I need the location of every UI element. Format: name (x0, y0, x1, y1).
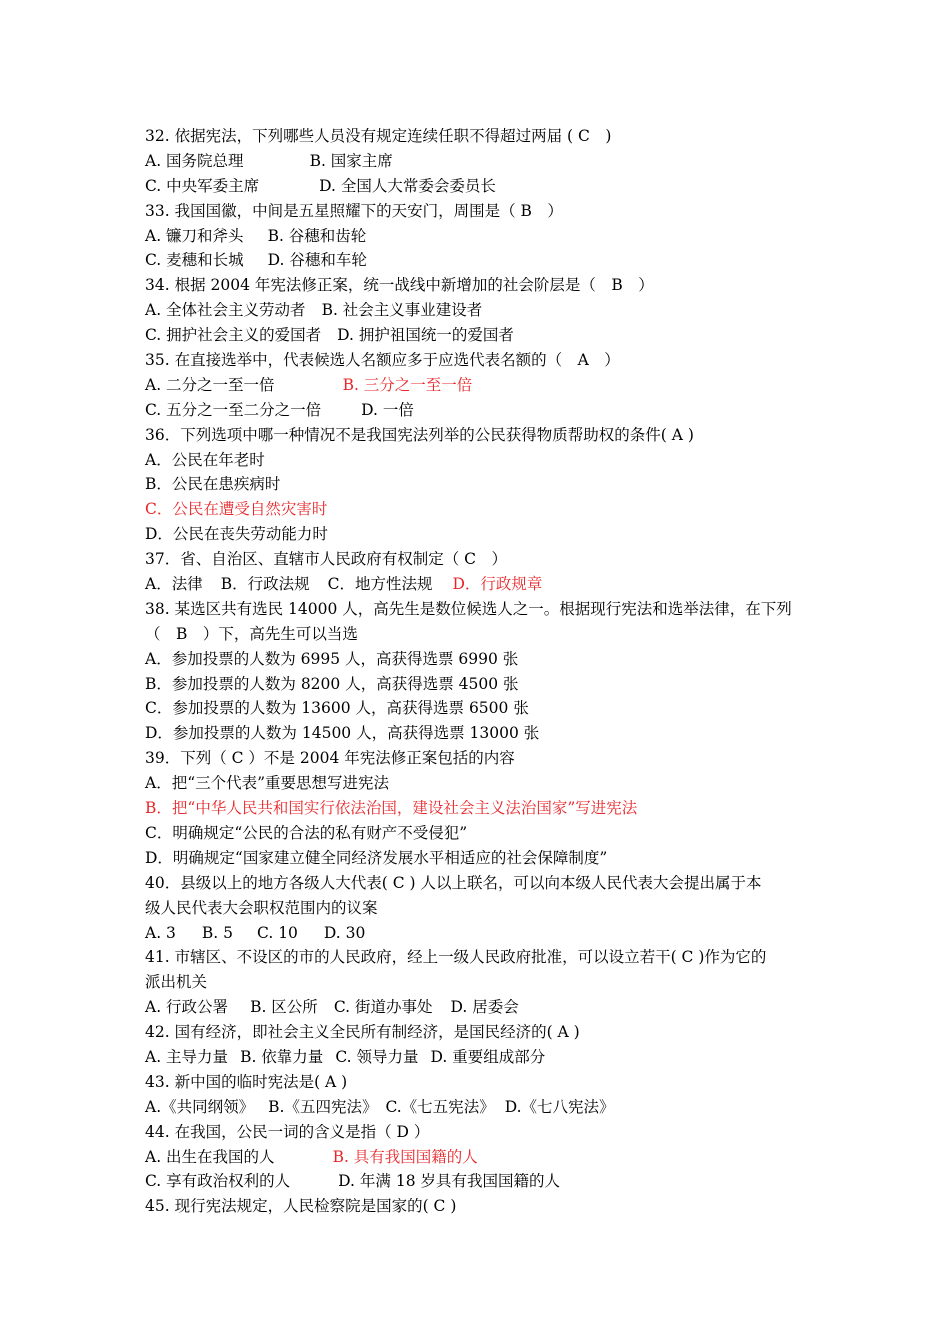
option-c: C. 享有政治权利的人 (145, 1172, 291, 1191)
option-a: A. 3 (145, 923, 176, 942)
option-d: D. 30 (323, 923, 366, 942)
question-37-stem: 37．省、自治区、直辖市人民政府有权制定（ C ） (145, 550, 508, 569)
question-41-options (145, 995, 825, 1020)
question-41-stem-line1: 41. 市辖区、不设区的市的人民政府，经上一级人民政府批准，可以设立若干( C )作为它的 (145, 948, 767, 967)
question-36-option-a: A．公民在年老时 (145, 450, 265, 469)
question-38-option-a: A．参加投票的人数为 6995 人，高获得选票 6990 张 (145, 649, 519, 668)
option-b: B. 国家主席 (309, 151, 393, 170)
option-b: B. 谷穗和齿轮 (267, 226, 367, 245)
question-35-stem: 35. 在直接选举中，代表候选人名额应多于应选代表名额的（ A ） (145, 351, 620, 370)
question-35-options-ab (145, 373, 825, 398)
option-b: B. 区公所 (250, 998, 318, 1017)
option-c: C. 领导力量 (335, 1047, 419, 1066)
question-32-stem: 32. 依据宪法，下列哪些人员没有规定连续任职不得超过两届 ( C ) (145, 127, 612, 145)
option-b-highlighted: B. 三分之一至一倍 (342, 375, 473, 394)
option-a: A. 全体社会主义劳动者 (145, 301, 306, 320)
question-34-options-cd (145, 323, 825, 348)
question-44-stem: 44. 在我国，公民一词的含义是指（ D ） (145, 1122, 430, 1141)
question-42-options (145, 1045, 825, 1070)
question-39-option-c: C．明确规定“公民的合法的私有财产不受侵犯” (145, 823, 468, 842)
question-36-option-c-highlighted: C．公民在遭受自然灾害时 (145, 500, 328, 519)
option-c: C. 10 (257, 923, 298, 942)
option-c: C. 街道办事处 (333, 998, 433, 1017)
option-d: D. 谷穗和车轮 (267, 251, 367, 270)
question-43-stem: 43. 新中国的临时宪法是( A ) (145, 1072, 348, 1091)
question-33-options-cd (145, 248, 825, 273)
question-38-option-b: B．参加投票的人数为 8200 人，高获得选票 4500 张 (145, 674, 519, 693)
question-34-stem: 34. 根据 2004 年宪法修正案，统一战线中新增加的社会阶层是（ B ） (145, 276, 654, 295)
option-b: B．行政法规 (220, 575, 310, 594)
document-page (145, 124, 825, 1219)
option-a: A. 出生在我国的人 (145, 1147, 275, 1166)
option-d: D. 重要组成部分 (430, 1047, 546, 1066)
question-45-stem: 45. 现行宪法规定，人民检察院是国家的( C ) (145, 1197, 457, 1216)
question-33-options-ab (145, 224, 825, 249)
option-b: B. 5 (201, 923, 234, 942)
question-36-option-d: D．公民在丧失劳动能力时 (145, 525, 328, 544)
question-38-option-c: C．参加投票的人数为 13600 人，高获得选票 6500 张 (145, 699, 529, 718)
option-b-highlighted: B. 具有我国国籍的人 (332, 1147, 478, 1166)
question-44-options-ab (145, 1145, 825, 1170)
option-d: D. 全国人大常委会委员长 (319, 176, 496, 195)
question-32-options-ab (145, 149, 825, 174)
option-b: B.《五四宪法》 (268, 1097, 378, 1116)
option-a: A. 行政公署 (145, 998, 229, 1017)
question-40-stem-line1: 40．县级以上的地方各级人大代表( C ) 人以上联名，可以向本级人民代表大会提出属于本 (145, 873, 762, 892)
question-41-stem-line2: 派出机关 (145, 973, 208, 992)
option-a: A. 国务院总理 (145, 151, 244, 170)
question-43-options (145, 1095, 825, 1120)
question-37-options (145, 572, 825, 597)
option-d: D. 居委会 (450, 998, 519, 1017)
option-a: A.《共同纲领》 (145, 1097, 255, 1116)
question-36-option-b: B．公民在患疾病时 (145, 475, 281, 494)
question-42-stem: 42. 国有经济，即社会主义全民所有制经济，是国民经济的( A ) (145, 1023, 580, 1042)
option-d: D.《七八宪法》 (504, 1097, 615, 1116)
question-32-options-cd (145, 174, 825, 199)
option-c: C. 中央军委主席 (145, 176, 260, 195)
option-a: A. 主导力量 (145, 1047, 229, 1066)
question-44-options-cd (145, 1169, 825, 1194)
option-a: A. 二分之一至一倍 (145, 375, 275, 394)
option-a: A．法律 (145, 575, 203, 594)
question-33-stem: 33. 我国国徽，中间是五星照耀下的天安门，周围是（ B ） (145, 201, 563, 220)
question-38-stem-line2: （ B ）下，高先生可以当选 (145, 624, 358, 643)
option-d-highlighted: D．行政规章 (452, 575, 543, 594)
option-d: D. 拥护祖国统一的爱国者 (337, 326, 514, 345)
option-c: C. 拥护社会主义的爱国者 (145, 326, 322, 345)
option-a: A. 镰刀和斧头 (145, 226, 244, 245)
option-c: C. 麦穗和长城 (145, 251, 244, 270)
question-39-option-b-highlighted: B．把“中华人民共和国实行依法治国，建设社会主义法治国家”写进宪法 (145, 799, 638, 818)
option-b: B. 社会主义事业建设者 (321, 301, 483, 320)
question-36-stem: 36．下列选项中哪一种情况不是我国宪法列举的公民获得物质帮助权的条件( A ) (145, 425, 694, 444)
question-38-option-d: D．参加投票的人数为 14500 人，高获得选票 13000 张 (145, 724, 540, 743)
question-39-option-d: D．明确规定“国家建立健全同经济发展水平相适应的社会保障制度” (145, 848, 608, 867)
option-c: C．地方性法规 (327, 575, 433, 594)
option-d: D. 一倍 (361, 400, 414, 419)
question-38-stem-line1: 38. 某选区共有选民 14000 人，高先生是数位候选人之一。根据现行宪法和选举法律，在下列 (145, 599, 792, 618)
question-40-stem-line2: 级人民代表大会职权范围内的议案 (145, 898, 378, 917)
option-c: C. 五分之一至二分之一倍 (145, 400, 322, 419)
question-39-stem: 39．下列（ C ）不是 2004 年宪法修正案包括的内容 (145, 749, 515, 768)
question-34-options-ab (145, 298, 825, 323)
option-c: C.《七五宪法》 (385, 1097, 495, 1116)
question-40-options (145, 921, 825, 946)
question-39-option-a: A．把“三个代表”重要思想写进宪法 (145, 774, 390, 793)
option-d: D. 年满 18 岁具有我国国籍的人 (338, 1172, 560, 1191)
option-b: B. 依靠力量 (240, 1047, 324, 1066)
question-35-options-cd (145, 398, 825, 423)
